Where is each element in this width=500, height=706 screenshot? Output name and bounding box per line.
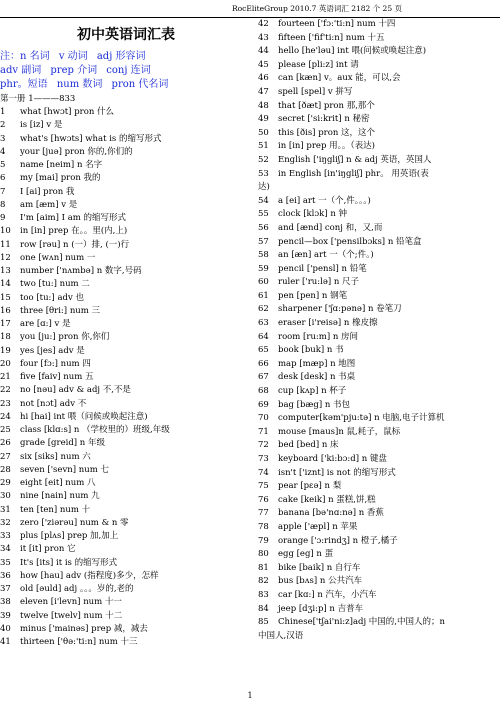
entry-text: map [mæp] n 地图	[278, 358, 356, 369]
entry-text: It's [its] it is 的缩写形式	[20, 557, 118, 568]
entry-number: 2	[0, 120, 6, 131]
entry-number: 64	[258, 331, 269, 342]
vocab-entry	[0, 358, 252, 371]
entry-text: mouse [maus]n 鼠,耗子，鼠标	[278, 426, 401, 437]
entry-number: 51	[258, 141, 269, 152]
entry-text: cake [keik] n 蛋糕,饼,糕	[278, 494, 376, 505]
entry-text: seven ['sevn] num 七	[20, 464, 109, 475]
entry-number: 45	[258, 59, 269, 70]
entry-number: 3	[0, 133, 6, 144]
entry-text: keyboard ['ki:bɔ:d] n 键盘	[278, 454, 387, 464]
entry-number: 63	[258, 318, 269, 329]
vocab-entry	[258, 521, 500, 535]
vocab-entry	[0, 543, 252, 556]
legend-item: phr。短语	[0, 79, 48, 90]
section-heading: 第一册 1———833	[0, 94, 76, 104]
page-title: 初中英语词汇表	[77, 27, 175, 43]
entry-number: 15	[0, 292, 11, 303]
entry-text: two [tu:] num 二	[20, 279, 90, 290]
vocab-entry	[0, 636, 252, 649]
entry-number: 21	[0, 372, 11, 382]
vocab-entry	[0, 477, 252, 490]
entry-number: 35	[0, 557, 11, 568]
vocab-entry	[258, 32, 500, 46]
entry-text: one [wʌn] num 一	[20, 252, 96, 263]
entry-text: am [æm] v 是	[20, 199, 78, 210]
entry-number: 23	[0, 398, 11, 409]
vocab-entry	[258, 589, 500, 603]
vocab-entry	[258, 113, 500, 127]
vocab-entry	[258, 236, 500, 250]
vocab-entry	[0, 212, 252, 225]
vocab-entry	[258, 263, 500, 277]
entry-number: 46	[258, 73, 269, 84]
vocab-entry	[0, 610, 252, 623]
entry-text: number ['nʌmbə] n 数字,号码	[20, 266, 142, 276]
entry-number: 70	[258, 413, 269, 424]
entry-text: a [ei] art 一（个,件。。。)	[278, 195, 371, 206]
vocab-entry	[0, 225, 252, 238]
entry-text: hello [he'ləu] int 喂(问候或唤起注意)	[278, 46, 427, 57]
legend-row	[0, 64, 252, 78]
entry-text: eight [eit] num 八	[20, 478, 96, 488]
entry-text: too [tu:] adv 也	[20, 292, 84, 303]
entry-number: 48	[258, 100, 269, 111]
entry-number: 80	[258, 549, 269, 560]
vocab-entry	[0, 278, 252, 291]
entry-number: 32	[0, 517, 11, 528]
vocab-entry	[0, 199, 252, 212]
entry-text: in [in] prep 用。。（表达)	[278, 141, 375, 152]
entry-text: room [ru:m] n 房间	[278, 331, 359, 342]
entry-text: 中国人,汉语	[258, 630, 304, 641]
entry-number: 65	[258, 345, 269, 356]
vocab-entry	[258, 18, 500, 32]
entry-text: spell [spel] v 拼写	[278, 86, 353, 97]
entry-number: 30	[0, 491, 11, 502]
entry-text: plus [plʌs] prep 加,加上	[20, 531, 119, 541]
entry-number: 69	[258, 399, 269, 410]
vocab-entry	[0, 424, 252, 437]
vocab-entry	[258, 344, 500, 358]
entry-text: pencil—box ['pensilbɔks] n 铅笔盒	[278, 236, 422, 247]
vocab-entry	[0, 583, 252, 596]
vocab-entry	[258, 72, 500, 86]
legend-item: adv 副词	[0, 65, 42, 76]
entry-number: 57	[258, 236, 269, 247]
vocab-entry	[258, 453, 500, 467]
vocab-entry	[258, 439, 500, 453]
vocab-entry	[0, 411, 252, 424]
entry-text: your [juə] pron 你的,你们的	[20, 146, 133, 157]
entry-number: 31	[0, 504, 11, 515]
entry-number: 11	[0, 239, 11, 250]
legend-item: adj 形容词	[96, 51, 146, 62]
vocab-entry	[258, 603, 500, 617]
left-entry-list	[0, 106, 252, 649]
vocab-entry	[258, 303, 500, 317]
entry-text: I [ai] pron 我	[20, 186, 75, 197]
entry-text: are [ɑ:] v 是	[20, 319, 71, 329]
entry-number: 27	[0, 451, 11, 462]
entry-text: old [əuld] adj 。。。岁的,老的	[20, 584, 134, 594]
entry-number: 74	[258, 467, 269, 478]
entry-number: 61	[258, 290, 269, 301]
entry-number: 62	[258, 304, 269, 315]
header-text: RocEliteGroup 2010.7 英语词汇 2182 个 25 页	[232, 4, 402, 13]
entry-number: 43	[258, 32, 269, 43]
entry-number: 85	[258, 617, 269, 628]
vocab-entry	[258, 616, 500, 630]
entry-text: yes [jes] adv 是	[20, 345, 85, 356]
entry-number: 9	[0, 213, 6, 223]
legend-item: pron 代名词	[111, 79, 169, 90]
entry-number: 41	[0, 637, 11, 647]
vocab-entry	[258, 412, 500, 426]
entry-text: what [hwɔt] pron 什么	[20, 107, 114, 117]
vocab-entry	[0, 239, 252, 252]
vocab-entry	[258, 127, 500, 141]
entry-number: 83	[258, 589, 269, 600]
entry-number: 16	[0, 305, 11, 316]
entry-text: name [neim] n 名字	[20, 160, 103, 170]
entry-text: banana [bə'nɑ:nə] n 香蕉	[278, 508, 384, 519]
vocab-entry	[258, 208, 500, 222]
entry-text: computer[kəm'pju:tə] n 电脑,电子计算机	[278, 413, 445, 424]
entry-text: eraser [i'reisə] n 橡皮擦	[278, 318, 378, 329]
entry-text: 达)	[258, 182, 270, 193]
entry-text: no [nəu] adv & adj 不,不是	[20, 385, 131, 396]
entry-text: it [it] pron 它	[20, 544, 76, 555]
vocab-entry	[258, 385, 500, 399]
entry-number: 76	[258, 494, 269, 505]
entry-number: 38	[0, 597, 11, 608]
vocab-entry	[0, 557, 252, 570]
vocab-entry	[258, 575, 500, 589]
entry-number: 47	[258, 86, 269, 97]
entry-number: 53	[258, 168, 269, 179]
entry-number: 14	[0, 279, 11, 290]
entry-number: 55	[258, 209, 269, 220]
entry-number: 71	[258, 426, 269, 437]
vocab-entry	[0, 490, 252, 503]
entry-number: 5	[0, 160, 6, 170]
vocab-entry	[0, 437, 252, 450]
vocab-entry	[0, 331, 252, 344]
entry-number: 37	[0, 584, 11, 594]
vocab-entry	[258, 290, 500, 304]
vocab-entry	[0, 345, 252, 358]
entry-number: 73	[258, 454, 269, 464]
entry-text: not [nɔt] adv 不	[20, 398, 87, 409]
entry-number: 24	[0, 411, 11, 422]
entry-text: thirteen ['θə:'ti:n] num 十三	[20, 637, 138, 647]
entry-number: 56	[258, 222, 269, 233]
vocab-entry	[0, 451, 252, 464]
entry-number: 28	[0, 464, 11, 475]
vocab-entry	[258, 467, 500, 481]
entry-text: you [ju:] pron 你,你们	[20, 332, 110, 343]
legend-item: num 数词	[56, 79, 103, 90]
entry-text: five [faiv] num 五	[20, 372, 94, 382]
entry-text: how [hau] adv (指程度)多少，怎样	[20, 570, 159, 581]
entry-number: 42	[258, 19, 269, 29]
vocab-entry	[258, 195, 500, 209]
entry-text: book [buk] n 书	[278, 345, 344, 356]
entry-text: bag [bæg] n 书包	[278, 399, 351, 410]
entry-number: 78	[258, 521, 269, 532]
entry-number: 13	[0, 266, 11, 276]
legend-item: 注：n 名词	[0, 51, 50, 62]
vocab-entry	[0, 252, 252, 265]
entry-number: 33	[0, 531, 11, 541]
entry-text: what's [hwɔts] what is 的缩写形式	[20, 133, 162, 144]
entry-number: 19	[0, 345, 11, 356]
vocab-entry	[258, 507, 500, 521]
entry-text: three [θri:] num 三	[20, 305, 101, 316]
entry-text: English ['iŋgliʃ] n & adj 英语，英国人	[278, 154, 432, 165]
entry-text: that [ðæt] pron 那,那个	[278, 100, 375, 111]
entry-number: 7	[0, 186, 6, 197]
entry-text: minus ['mainəs] prep 减，减去	[20, 623, 148, 634]
entry-number: 79	[258, 535, 269, 546]
left-column	[0, 18, 252, 649]
entry-text: zero ['ziərəu] num & n 零	[20, 517, 129, 528]
entry-number: 60	[258, 277, 269, 288]
entry-text: desk [desk] n 书桌	[278, 372, 356, 383]
vocab-entry	[258, 426, 500, 440]
entry-number: 52	[258, 154, 269, 165]
vocab-entry	[0, 504, 252, 517]
entry-text: orange ['ɔ:rindʒ] n 橙子,橘子	[278, 535, 398, 546]
vocab-entry	[258, 59, 500, 73]
vocab-entry	[258, 140, 500, 154]
entry-text: bed [bed] n 床	[278, 440, 339, 451]
entry-text: can [kæn] v。aux 能，可以,会	[278, 73, 401, 84]
entry-number: 72	[258, 440, 269, 451]
legend	[0, 50, 252, 92]
entry-text: bike [baik] n 自行车	[278, 562, 361, 573]
entry-number: 81	[258, 562, 269, 573]
entry-number: 25	[0, 425, 11, 435]
vocab-entry	[258, 562, 500, 576]
entry-number: 40	[0, 623, 11, 634]
entry-text: grade [greid] n 年级	[20, 438, 105, 449]
entry-number: 68	[258, 386, 269, 397]
entry-number: 66	[258, 358, 269, 369]
entry-number: 36	[0, 570, 11, 581]
vocab-entry	[0, 172, 252, 185]
entry-number: 67	[258, 372, 269, 383]
entry-number: 12	[0, 252, 11, 263]
vocab-entry	[258, 331, 500, 345]
entry-number: 50	[258, 127, 269, 138]
entry-text: bus [bʌs] n 公共汽车	[278, 576, 363, 587]
vocab-entry	[258, 480, 500, 494]
vocab-entry	[0, 305, 252, 318]
entry-number: 6	[0, 173, 6, 184]
entry-number: 82	[258, 576, 269, 587]
entry-number: 10	[0, 226, 11, 237]
vocab-entry	[258, 548, 500, 562]
entry-number: 39	[0, 610, 11, 621]
vocab-entry	[0, 398, 252, 411]
vocab-entry	[0, 265, 252, 278]
entry-text: egg [eg] n 蛋	[278, 549, 334, 560]
entry-text: pear [pεə] n 梨	[278, 481, 342, 492]
entry-text: fourteen ['fɔ:'ti:n] num 十四	[278, 19, 396, 29]
vocab-entry	[0, 596, 252, 609]
entry-number: 26	[0, 438, 11, 449]
entry-text: jeep [dʒi:p] n 吉普车	[278, 603, 364, 614]
entry-number: 77	[258, 508, 269, 519]
entry-text: an [æn] art 一（个;件。)	[278, 250, 374, 261]
entry-text: car [kɑ:] n 汽车，小汽车	[278, 589, 377, 600]
vocab-entry	[0, 517, 252, 530]
vocab-entry	[258, 317, 500, 331]
entry-text: and [ænd] conj 和，又,而	[278, 222, 383, 233]
entry-number: 44	[258, 46, 269, 57]
entry-text: class [klɑ:s] n （学校里的）班级,年级	[20, 425, 170, 435]
entry-text: pen [pen] n 钢笔	[278, 290, 348, 301]
vocab-entry	[258, 535, 500, 549]
entry-text: ruler ['ru:lə] n 尺子	[278, 277, 360, 288]
vocab-entry	[258, 45, 500, 59]
entry-text: four [fɔ:] num 四	[20, 358, 91, 369]
entry-text: hi [hai] int 喂（问候或唤起注意)	[20, 411, 148, 422]
entry-text: clock [klɔk] n 钟	[278, 209, 348, 220]
vocab-entry	[0, 292, 252, 305]
vocab-entry	[0, 318, 252, 331]
vocab-entry	[0, 371, 252, 384]
entry-number: 1	[0, 107, 6, 117]
vocab-entry	[0, 384, 252, 397]
vocab-entry	[258, 399, 500, 413]
entry-text: in English [in'iŋgliʃ] phr。 用英语(表	[278, 168, 429, 179]
vocab-entry	[258, 154, 500, 168]
entry-text: ten [ten] num 十	[20, 504, 91, 515]
entry-number: 17	[0, 319, 11, 329]
vocab-entry	[258, 181, 500, 195]
entry-text: eleven [i'levn] num 十一	[20, 597, 122, 608]
vocab-entry	[0, 186, 252, 199]
entry-text: twelve [twelv] num 十二	[20, 610, 123, 621]
vocab-entry	[258, 249, 500, 263]
vocab-entry	[0, 106, 252, 119]
entry-text: is [iz] v 是	[20, 120, 63, 131]
entry-number: 4	[0, 146, 6, 157]
entry-text: secret ['si:krit] n 秘密	[278, 114, 370, 125]
entry-text: sharpener ['ʃɑ:pənə] n 卷笔刀	[278, 304, 402, 315]
entry-text: please [pli:z] int 请	[278, 59, 359, 70]
entry-number: 22	[0, 385, 11, 396]
entry-text: apple ['æpl] n 苹果	[278, 521, 358, 532]
entry-number: 18	[0, 332, 11, 343]
legend-row	[0, 50, 252, 64]
vocab-entry	[258, 276, 500, 290]
page-header	[0, 3, 500, 17]
entry-text: row [rəu] n (一）排, (一)行	[20, 239, 130, 250]
legend-item: v 动词	[58, 51, 88, 62]
page-number: 1	[247, 691, 253, 700]
vocab-entry	[0, 530, 252, 543]
vocab-entry	[258, 168, 500, 182]
entry-number: 49	[258, 114, 269, 125]
legend-item: conj 连词	[106, 65, 151, 76]
entry-text: my [mai] pron 我的	[20, 173, 101, 184]
vocab-entry	[0, 570, 252, 583]
vocab-entry	[0, 159, 252, 172]
entry-number: 34	[0, 544, 11, 555]
vocab-entry	[258, 222, 500, 236]
vocab-entry	[258, 358, 500, 372]
vocab-entry	[258, 100, 500, 114]
entry-text: pencil ['pensl] n 铅笔	[278, 263, 367, 274]
vocab-entry	[0, 146, 252, 159]
entry-text: Chinese['tʃai'ni:z]adj 中国的,中国人的；n	[278, 617, 445, 628]
entry-text: I'm [aim] I am 的缩写形式	[20, 213, 127, 223]
entry-number: 20	[0, 358, 11, 369]
vocab-entry	[258, 86, 500, 100]
vocab-entry	[0, 623, 252, 636]
right-column	[258, 18, 500, 643]
vocab-entry	[258, 630, 500, 644]
entry-text: fifteen ['fif'ti:n] num 十五	[278, 32, 385, 43]
entry-number: 84	[258, 603, 269, 614]
vocab-entry	[0, 464, 252, 477]
vocab-entry	[0, 119, 252, 132]
vocab-entry	[258, 371, 500, 385]
entry-text: this [ðis] pron 这，这个	[278, 127, 376, 138]
entry-text: six [siks] num 六	[20, 451, 91, 462]
entry-number: 59	[258, 263, 269, 274]
entry-text: nine [nain] num 九	[20, 491, 100, 502]
entry-text: cup [kʌp] n 杯子	[278, 386, 347, 397]
entry-number: 54	[258, 195, 269, 206]
vocab-entry	[258, 494, 500, 508]
entry-text: isn't ['iznt] is not 的缩写形式	[278, 467, 396, 478]
entry-number: 58	[258, 250, 269, 261]
vocab-entry	[0, 133, 252, 146]
entry-text: in [in] prep 在。。里(内,上)	[20, 226, 128, 237]
entry-number: 8	[0, 199, 6, 210]
legend-row	[0, 78, 252, 92]
legend-item: prep 介词	[50, 65, 98, 76]
entry-number: 75	[258, 481, 269, 492]
entry-number: 29	[0, 478, 11, 488]
right-entry-list	[258, 18, 500, 643]
